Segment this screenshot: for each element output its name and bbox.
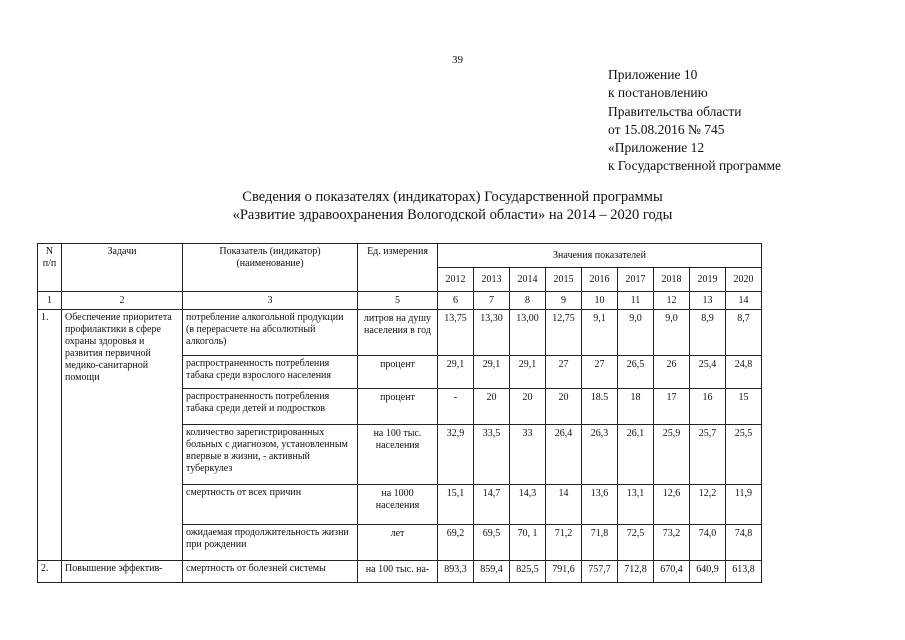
table-row bbox=[38, 310, 762, 356]
value-cell: 16 bbox=[690, 389, 726, 425]
value-cell: 26,5 bbox=[618, 356, 654, 389]
unit-cell: процент bbox=[358, 356, 438, 389]
value-cell: 14 bbox=[546, 485, 582, 525]
value-cell: 71,2 bbox=[546, 525, 582, 561]
column-number: 6 bbox=[438, 292, 474, 310]
appendix-line: «Приложение 12 bbox=[608, 140, 705, 156]
year-header: 2017 bbox=[618, 268, 654, 292]
value-cell: 25,5 bbox=[726, 425, 762, 485]
year-header: 2019 bbox=[690, 268, 726, 292]
value-cell: 72,5 bbox=[618, 525, 654, 561]
column-number: 10 bbox=[582, 292, 618, 310]
column-number: 3 bbox=[183, 292, 358, 310]
value-cell: 14,3 bbox=[510, 485, 546, 525]
unit-cell: на 100 тыс. населения bbox=[358, 425, 438, 485]
value-cell: 12,6 bbox=[654, 485, 690, 525]
year-header: 2015 bbox=[546, 268, 582, 292]
table-row bbox=[38, 561, 762, 583]
unit-cell: на 1000 населения bbox=[358, 485, 438, 525]
year-header: 2013 bbox=[474, 268, 510, 292]
value-cell: 33,5 bbox=[474, 425, 510, 485]
indicator-cell: распространенность потребления табака среди детей и подростков bbox=[183, 389, 358, 425]
column-number: 5 bbox=[358, 292, 438, 310]
value-cell: 15 bbox=[726, 389, 762, 425]
header-unit: Ед. измерения bbox=[358, 244, 438, 292]
value-cell: 9,0 bbox=[618, 310, 654, 356]
value-cell: 20 bbox=[546, 389, 582, 425]
year-header: 2014 bbox=[510, 268, 546, 292]
value-cell: 29,1 bbox=[510, 356, 546, 389]
header-values: Значения показателей bbox=[438, 244, 762, 268]
value-cell: 893,3 bbox=[438, 561, 474, 583]
value-cell: 18 bbox=[618, 389, 654, 425]
indicator-cell: ожидаемая продолжительность жизни при рождении bbox=[183, 525, 358, 561]
value-cell: 17 bbox=[654, 389, 690, 425]
column-number: 12 bbox=[654, 292, 690, 310]
indicator-cell: количество зарегистрированных больных с диагнозом, установленным впервые в жизни, - активный туберкулез bbox=[183, 425, 358, 485]
value-cell: 25,9 bbox=[654, 425, 690, 485]
year-header: 2020 bbox=[726, 268, 762, 292]
value-cell: 29,1 bbox=[474, 356, 510, 389]
value-cell: 20 bbox=[510, 389, 546, 425]
unit-cell: процент bbox=[358, 389, 438, 425]
value-cell: 73,2 bbox=[654, 525, 690, 561]
value-cell: 25,7 bbox=[690, 425, 726, 485]
column-number: 1 bbox=[38, 292, 62, 310]
page-number: 39 bbox=[452, 54, 463, 66]
value-cell: 613,8 bbox=[726, 561, 762, 583]
appendix-line: к Государственной программе bbox=[608, 158, 782, 174]
indicator-cell: смертность от всех причин bbox=[183, 485, 358, 525]
column-numbers-row bbox=[38, 292, 762, 310]
indicator-cell: распространенность потребления табака среди взрослого населения bbox=[183, 356, 358, 389]
unit-cell: на 100 тыс. на- bbox=[358, 561, 438, 583]
column-number: 14 bbox=[726, 292, 762, 310]
indicators-table bbox=[37, 243, 762, 583]
value-cell: 11,9 bbox=[726, 485, 762, 525]
value-cell: 18.5 bbox=[582, 389, 618, 425]
task-cell: Повышение эффектив- bbox=[62, 561, 183, 583]
column-number: 8 bbox=[510, 292, 546, 310]
year-header: 2018 bbox=[654, 268, 690, 292]
value-cell: - bbox=[438, 389, 474, 425]
value-cell: 712,8 bbox=[618, 561, 654, 583]
document-title-line-1: Сведения о показателях (индикаторах) Государственной программы bbox=[242, 189, 663, 205]
row-number: 1. bbox=[38, 310, 62, 561]
value-cell: 12,2 bbox=[690, 485, 726, 525]
appendix-line: от 15.08.2016 № 745 bbox=[608, 121, 725, 137]
value-cell: 74,8 bbox=[726, 525, 762, 561]
value-cell: 8,7 bbox=[726, 310, 762, 356]
value-cell: 26 bbox=[654, 356, 690, 389]
value-cell: 69,5 bbox=[474, 525, 510, 561]
value-cell: 8,9 bbox=[690, 310, 726, 356]
appendix-line: Правительства области bbox=[608, 103, 742, 119]
appendix-line: к постановлению bbox=[608, 85, 708, 101]
value-cell: 9,0 bbox=[654, 310, 690, 356]
header-tasks: Задачи bbox=[62, 244, 183, 292]
value-cell: 20 bbox=[474, 389, 510, 425]
column-number: 11 bbox=[618, 292, 654, 310]
value-cell: 32,9 bbox=[438, 425, 474, 485]
value-cell: 670,4 bbox=[654, 561, 690, 583]
value-cell: 71,8 bbox=[582, 525, 618, 561]
value-cell: 29,1 bbox=[438, 356, 474, 389]
column-number: 13 bbox=[690, 292, 726, 310]
document-title-line-2: «Развитие здравоохранения Вологодской области» на 2014 – 2020 годы bbox=[232, 207, 673, 223]
header-indicator: Показатель (индикатор) (наименование) bbox=[183, 244, 358, 292]
value-cell: 13,6 bbox=[582, 485, 618, 525]
value-cell: 12,75 bbox=[546, 310, 582, 356]
value-cell: 640,9 bbox=[690, 561, 726, 583]
value-cell: 14,7 bbox=[474, 485, 510, 525]
value-cell: 26,4 bbox=[546, 425, 582, 485]
value-cell: 25,4 bbox=[690, 356, 726, 389]
column-number: 9 bbox=[546, 292, 582, 310]
value-cell: 13,00 bbox=[510, 310, 546, 356]
value-cell: 33 bbox=[510, 425, 546, 485]
value-cell: 825,5 bbox=[510, 561, 546, 583]
header-n: N п/п bbox=[38, 244, 62, 292]
indicator-cell: потребление алкогольной продукции (в перерасчете на абсолютный алкоголь) bbox=[183, 310, 358, 356]
appendix-block bbox=[608, 66, 781, 176]
unit-cell: лет bbox=[358, 525, 438, 561]
value-cell: 70, 1 bbox=[510, 525, 546, 561]
value-cell: 13,30 bbox=[474, 310, 510, 356]
value-cell: 859,4 bbox=[474, 561, 510, 583]
year-header: 2012 bbox=[438, 268, 474, 292]
value-cell: 791,6 bbox=[546, 561, 582, 583]
year-header: 2016 bbox=[582, 268, 618, 292]
row-number: 2. bbox=[38, 561, 62, 583]
value-cell: 69,2 bbox=[438, 525, 474, 561]
value-cell: 27 bbox=[546, 356, 582, 389]
appendix-line: Приложение 10 bbox=[608, 67, 698, 82]
value-cell: 757,7 bbox=[582, 561, 618, 583]
value-cell: 13,1 bbox=[618, 485, 654, 525]
value-cell: 24,8 bbox=[726, 356, 762, 389]
indicator-cell: смертность от болезней системы bbox=[183, 561, 358, 583]
value-cell: 26,1 bbox=[618, 425, 654, 485]
value-cell: 26,3 bbox=[582, 425, 618, 485]
value-cell: 13,75 bbox=[438, 310, 474, 356]
value-cell: 9,1 bbox=[582, 310, 618, 356]
value-cell: 15,1 bbox=[438, 485, 474, 525]
column-number: 2 bbox=[62, 292, 183, 310]
task-cell: Обеспечение приоритета профилактики в сфере охраны здоровья и развития первичной медико-санитарной помощи bbox=[62, 310, 183, 561]
value-cell: 27 bbox=[582, 356, 618, 389]
unit-cell: литров на душу населения в год bbox=[358, 310, 438, 356]
value-cell: 74,0 bbox=[690, 525, 726, 561]
column-number: 7 bbox=[474, 292, 510, 310]
